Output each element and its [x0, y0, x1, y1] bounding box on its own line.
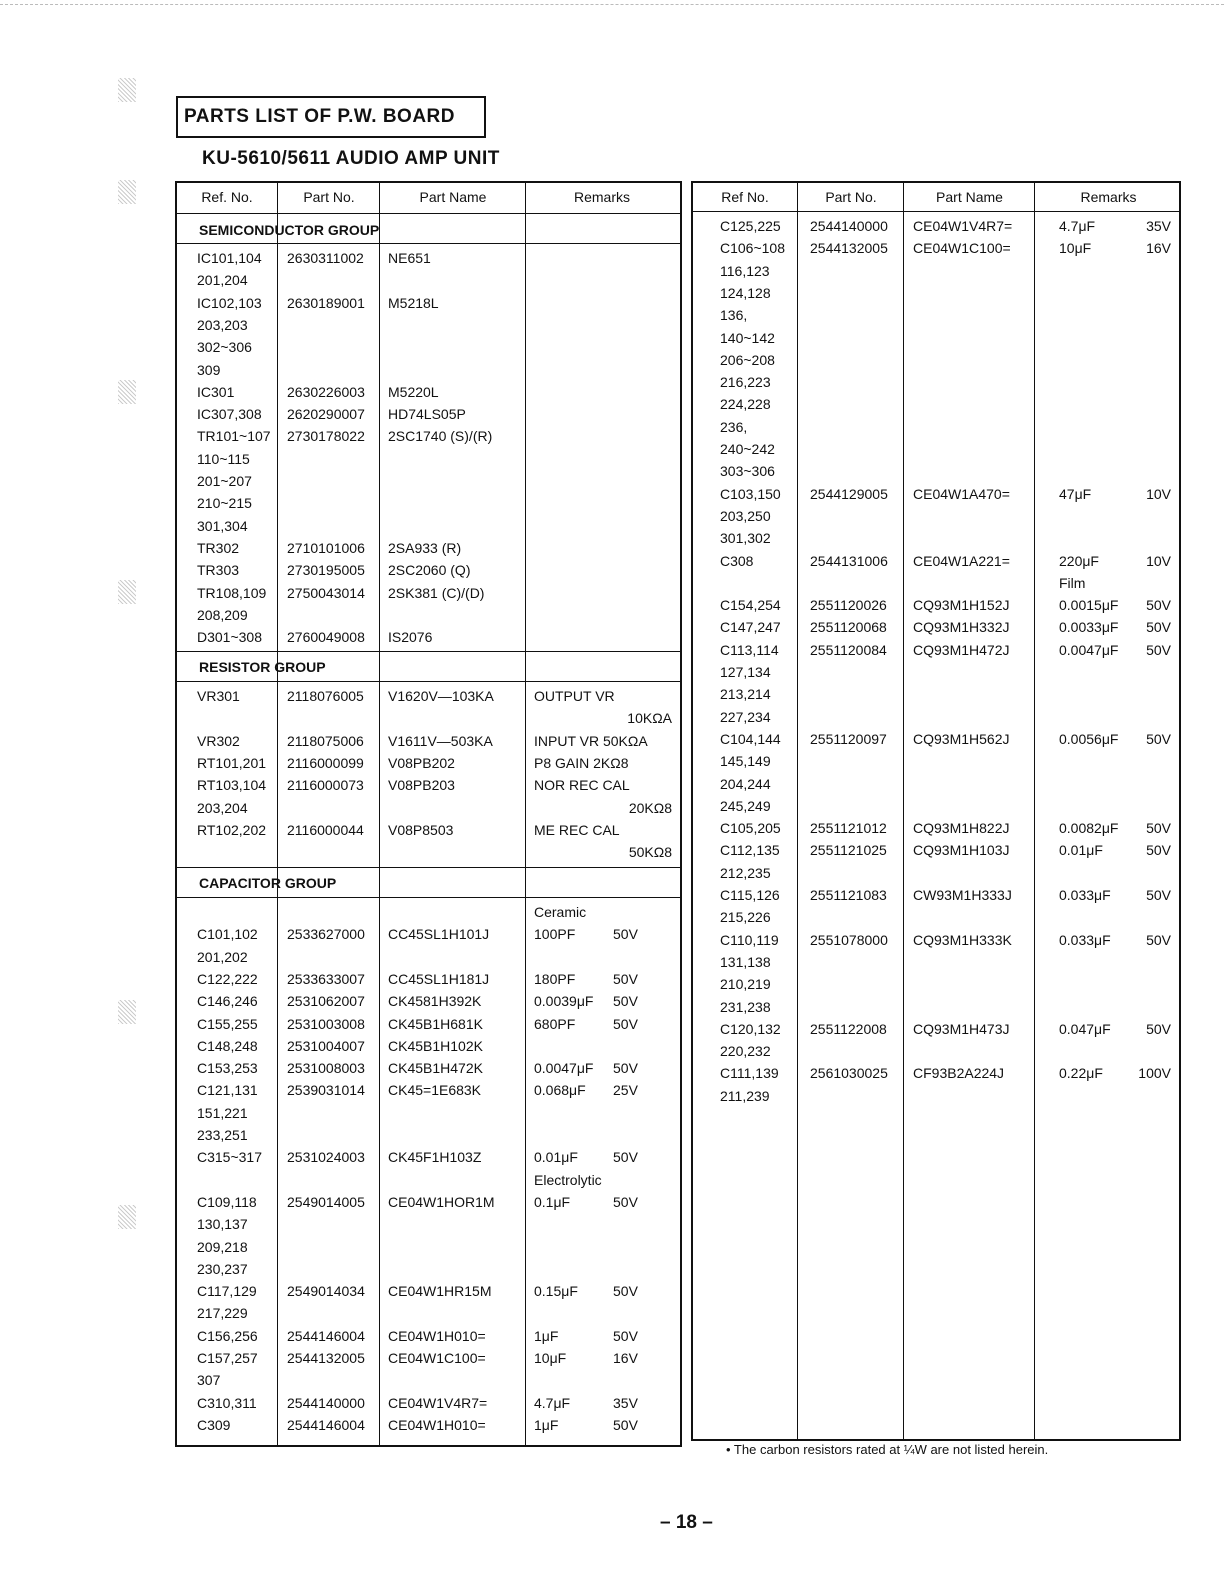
- ref-no-cell: 203,250: [720, 507, 771, 524]
- part-name-cell: HD74LS05P: [388, 406, 466, 423]
- remarks-cell: 50KΩ8: [628, 844, 672, 861]
- unit-subtitle: KU-5610/5611 AUDIO AMP UNIT: [202, 148, 500, 169]
- header-part-no: Part No.: [825, 189, 877, 205]
- header-divider: [693, 211, 1179, 212]
- ref-no-cell: 131,138: [720, 953, 771, 970]
- ref-no-cell: 307: [197, 1372, 221, 1389]
- part-name-cell: CQ93M1H332J: [913, 619, 1010, 636]
- header-divider: [177, 213, 680, 214]
- voltage-cell: 50V: [1146, 887, 1171, 903]
- voltage-cell: 50V: [613, 970, 638, 987]
- part-no-cell: 2544132005: [810, 240, 888, 257]
- part-no-cell: 2116000073: [287, 777, 364, 794]
- scan-artifact: [118, 180, 136, 204]
- scan-edge-line: [0, 4, 1224, 5]
- ref-no-cell: 301,304: [197, 517, 248, 534]
- part-name-cell: CE04W1V4R7=: [913, 218, 1013, 234]
- ref-no-cell: C104,144: [720, 730, 781, 747]
- part-name-cell: CQ93M1H562J: [913, 730, 1010, 747]
- remarks-cell: P8 GAIN 2KΩ8: [534, 754, 629, 771]
- ref-no-cell: IC101,104: [197, 250, 262, 266]
- part-no-cell: 2544129005: [810, 485, 888, 502]
- voltage-cell: 16V: [613, 1350, 638, 1366]
- part-no-cell: 2750043014: [287, 584, 365, 601]
- value-cell: 180PF: [534, 970, 576, 987]
- part-no-cell: 2531008003: [287, 1060, 365, 1077]
- voltage-cell: 50V: [613, 1283, 638, 1300]
- ref-no-cell: 231,238: [720, 998, 771, 1015]
- part-no-cell: 2544140000: [810, 218, 888, 234]
- part-no-cell: 2551122008: [810, 1020, 887, 1037]
- ref-no-cell: 224,228: [720, 396, 771, 413]
- remarks-cell: 20KΩ8: [628, 799, 672, 816]
- group-divider: [177, 651, 680, 652]
- ref-no-cell: 215,226: [720, 909, 771, 926]
- part-no-cell: 2561030025: [810, 1065, 888, 1082]
- ref-no-cell: 127,134: [720, 664, 771, 680]
- voltage-cell: 50V: [613, 926, 638, 943]
- value-cell: Film: [1059, 574, 1086, 591]
- ref-no-cell: C109,118: [197, 1193, 257, 1210]
- part-name-cell: 2SC1740 (S)/(R): [388, 428, 493, 445]
- part-name-cell: M5220L: [388, 383, 439, 400]
- voltage-cell: 50V: [1146, 597, 1171, 614]
- part-no-cell: 2544146004: [287, 1327, 365, 1344]
- part-name-cell: V08PB202: [388, 754, 455, 771]
- left-parts-table: [175, 181, 682, 1447]
- part-name-cell: CQ93M1H103J: [913, 842, 1010, 859]
- voltage-cell: 50V: [613, 1149, 638, 1166]
- ref-no-cell: 236,: [720, 418, 748, 435]
- part-no-cell: 2531062007: [287, 993, 365, 1010]
- ref-no-cell: 233,251: [197, 1127, 248, 1143]
- ref-no-cell: RT102,202: [197, 821, 267, 838]
- part-no-cell: 2551078000: [810, 931, 888, 948]
- voltage-cell: 50V: [1146, 730, 1171, 747]
- ref-no-cell: 201,204: [197, 272, 248, 289]
- ref-no-cell: D301~308: [197, 629, 263, 646]
- value-cell: 4.7μF: [534, 1394, 571, 1411]
- scan-artifact: [118, 380, 136, 404]
- ref-no-cell: 220,232: [720, 1043, 771, 1060]
- column-divider: [903, 183, 904, 1439]
- part-no-cell: 2630311002: [287, 250, 364, 266]
- value-cell: 0.1μF: [534, 1193, 571, 1210]
- voltage-cell: 50V: [613, 1416, 638, 1433]
- value-cell: 0.0082μF: [1059, 820, 1119, 837]
- part-name-cell: V08PB203: [388, 777, 455, 794]
- part-no-cell: 2544132005: [287, 1350, 365, 1366]
- part-name-cell: CE04W1C100=: [388, 1350, 486, 1366]
- value-cell: 0.15μF: [534, 1283, 578, 1300]
- part-name-cell: CQ93M1H152J: [913, 597, 1010, 614]
- voltage-cell: 10V: [1146, 552, 1171, 569]
- part-no-cell: 2630226003: [287, 383, 365, 400]
- header-ref-no: Ref No.: [721, 189, 769, 205]
- semiconductor-group-heading: SEMICONDUCTOR GROUP: [199, 222, 380, 238]
- document-title: PARTS LIST OF P.W. BOARD: [176, 96, 486, 138]
- value-cell: 1μF: [534, 1416, 559, 1433]
- value-cell: 4.7μF: [1059, 218, 1096, 234]
- part-no-cell: 2551121083: [810, 887, 887, 903]
- right-parts-table: [691, 181, 1181, 1441]
- ref-no-cell: 210~215: [197, 495, 252, 512]
- voltage-cell: 100V: [1138, 1065, 1171, 1082]
- voltage-cell: 35V: [613, 1394, 638, 1411]
- part-no-cell: 2118075006: [287, 732, 364, 749]
- ref-no-cell: C315~317: [197, 1149, 263, 1166]
- ref-no-cell: RT103,104: [197, 777, 267, 794]
- header-remarks: Remarks: [1080, 189, 1137, 205]
- part-no-cell: 2531003008: [287, 1015, 365, 1032]
- ref-no-cell: C110,119: [720, 931, 779, 948]
- part-name-cell: CE04W1H010=: [388, 1327, 486, 1344]
- capacitor-group-heading: CAPACITOR GROUP: [199, 875, 337, 891]
- ref-no-cell: 130,137: [197, 1216, 248, 1233]
- part-name-cell: CK45F1H103Z: [388, 1149, 482, 1166]
- part-no-cell: 2118076005: [287, 688, 364, 704]
- ref-no-cell: C309: [197, 1416, 231, 1433]
- part-no-cell: 2760049008: [287, 629, 365, 646]
- column-divider: [379, 183, 380, 1445]
- ref-no-cell: C106~108: [720, 240, 786, 257]
- footnote: • The carbon resistors rated at ¼W are not listed herein.: [726, 1442, 1049, 1457]
- ref-no-cell: 209,218: [197, 1238, 248, 1255]
- value-cell: 0.068μF: [534, 1082, 586, 1099]
- value-cell: 0.0015μF: [1059, 597, 1119, 614]
- value-cell: 1μF: [534, 1327, 559, 1344]
- ref-no-cell: TR108,109: [197, 584, 267, 601]
- ref-no-cell: C156,256: [197, 1327, 258, 1344]
- header-remarks: Remarks: [573, 189, 630, 205]
- voltage-cell: 50V: [1146, 641, 1171, 658]
- ref-no-cell: 309: [197, 361, 221, 378]
- part-name-cell: CE04W1A221=: [913, 552, 1010, 569]
- ref-no-cell: 245,249: [720, 797, 771, 814]
- column-divider: [277, 183, 278, 1445]
- ref-no-cell: C155,255: [197, 1015, 258, 1032]
- part-name-cell: CQ93M1H473J: [913, 1020, 1010, 1037]
- ref-no-cell: 201,202: [197, 948, 248, 965]
- group-divider: [177, 681, 680, 682]
- voltage-cell: 50V: [1146, 1020, 1171, 1037]
- ref-no-cell: 240~242: [720, 441, 775, 457]
- remarks-cell: ME REC CAL: [534, 821, 620, 838]
- voltage-cell: 50V: [613, 1193, 638, 1210]
- ref-no-cell: 140~142: [720, 329, 775, 346]
- remarks-cell: Ceramic: [534, 904, 587, 920]
- scan-artifact: [118, 78, 136, 102]
- ref-no-cell: VR302: [197, 732, 240, 749]
- value-cell: 0.0033μF: [1059, 619, 1119, 636]
- value-cell: 220μF: [1059, 552, 1099, 569]
- part-name-cell: CW93M1H333J: [913, 887, 1012, 903]
- ref-no-cell: C121,131: [197, 1082, 258, 1099]
- part-no-cell: 2544140000: [287, 1394, 365, 1411]
- part-name-cell: CK45=1E683K: [388, 1082, 482, 1099]
- part-name-cell: CE04W1A470=: [913, 485, 1010, 502]
- voltage-cell: 50V: [1146, 820, 1171, 837]
- part-name-cell: 2SC2060 (Q): [388, 562, 471, 579]
- part-name-cell: V1611V—503KA: [388, 732, 493, 749]
- ref-no-cell: C105,205: [720, 820, 781, 837]
- ref-no-cell: 211,239: [720, 1087, 770, 1104]
- value-cell: 0.0056μF: [1059, 730, 1119, 747]
- part-no-cell: 2539031014: [287, 1082, 365, 1099]
- value-cell: 0.0047μF: [1059, 641, 1119, 658]
- ref-no-cell: 151,221: [197, 1104, 248, 1121]
- voltage-cell: 35V: [1146, 218, 1171, 234]
- group-divider: [177, 243, 680, 244]
- ref-no-cell: C308: [720, 552, 754, 569]
- resistor-group-heading: RESISTOR GROUP: [199, 659, 326, 675]
- part-no-cell: 2620290007: [287, 406, 365, 423]
- header-part-name: Part Name: [936, 189, 1003, 205]
- voltage-cell: 50V: [613, 1327, 638, 1344]
- ref-no-cell: C125,225: [720, 218, 781, 234]
- voltage-cell: 50V: [1146, 842, 1171, 859]
- ref-no-cell: IC307,308: [197, 406, 262, 423]
- scan-artifact: [118, 580, 136, 604]
- part-no-cell: 2551120097: [810, 730, 887, 747]
- remarks-cell: 10KΩA: [627, 710, 672, 727]
- ref-no-cell: TR101~107: [197, 428, 271, 445]
- ref-no-cell: RT101,201: [197, 754, 267, 771]
- part-name-cell: CC45SL1H181J: [388, 970, 490, 987]
- ref-no-cell: 212,235: [720, 864, 771, 881]
- part-name-cell: CK45B1H102K: [388, 1037, 483, 1054]
- ref-no-cell: 213,214: [720, 686, 771, 703]
- voltage-cell: 50V: [613, 1060, 638, 1077]
- ref-no-cell: C112,135: [720, 842, 780, 859]
- value-cell: 0.0047μF: [534, 1060, 594, 1077]
- part-name-cell: V1620V—103KA: [388, 688, 494, 704]
- ref-no-cell: C154,254: [720, 597, 781, 614]
- group-divider: [177, 897, 680, 898]
- value-cell: 0.01μF: [1059, 842, 1103, 859]
- part-name-cell: CE04W1C100=: [913, 240, 1011, 257]
- part-no-cell: 2116000044: [287, 821, 364, 838]
- ref-no-cell: IC301: [197, 383, 235, 400]
- part-name-cell: CQ93M1H822J: [913, 820, 1010, 837]
- ref-no-cell: 301,302: [720, 530, 771, 547]
- voltage-cell: 50V: [1146, 931, 1171, 948]
- value-cell: 10μF: [1059, 240, 1092, 257]
- ref-no-cell: TR302: [197, 539, 240, 556]
- ref-no-cell: 203,203: [197, 316, 248, 333]
- ref-no-cell: C146,246: [197, 993, 258, 1010]
- ref-no-cell: C153,253: [197, 1060, 258, 1077]
- ref-no-cell: 110~115: [197, 450, 250, 467]
- voltage-cell: 10V: [1146, 485, 1171, 502]
- header-part-name: Part Name: [419, 189, 487, 205]
- part-name-cell: CQ93M1H472J: [913, 641, 1010, 658]
- part-no-cell: 2551121012: [810, 820, 887, 837]
- part-name-cell: 2SA933 (R): [388, 539, 462, 556]
- ref-no-cell: 145,149: [720, 753, 771, 770]
- value-cell: 0.033μF: [1059, 931, 1111, 948]
- part-name-cell: CK4581H392K: [388, 993, 482, 1010]
- part-no-cell: 2549014034: [287, 1283, 365, 1300]
- ref-no-cell: C111,139: [720, 1065, 779, 1082]
- part-no-cell: 2549014005: [287, 1193, 365, 1210]
- ref-no-cell: C122,222: [197, 970, 258, 987]
- ref-no-cell: C117,129: [197, 1283, 257, 1300]
- part-name-cell: V08P8503: [388, 821, 454, 838]
- part-name-cell: CQ93M1H333K: [913, 931, 1012, 948]
- remarks-cell: INPUT VR 50KΩA: [534, 732, 648, 749]
- part-no-cell: 2730195005: [287, 562, 365, 579]
- part-name-cell: CK45B1H472K: [388, 1060, 483, 1077]
- part-no-cell: 2533627000: [287, 926, 365, 943]
- ref-no-cell: 124,128: [720, 284, 771, 301]
- part-name-cell: CE04W1HR15M: [388, 1283, 492, 1300]
- part-no-cell: 2116000099: [287, 754, 364, 771]
- ref-no-cell: 136,: [720, 307, 748, 324]
- ref-no-cell: 302~306: [197, 339, 252, 356]
- part-name-cell: CE04W1H010=: [388, 1416, 486, 1433]
- ref-no-cell: 217,229: [197, 1305, 248, 1322]
- value-cell: 0.22μF: [1059, 1065, 1103, 1082]
- part-name-cell: CK45B1H681K: [388, 1015, 483, 1032]
- part-name-cell: NE651: [388, 250, 431, 266]
- part-name-cell: 2SK381 (C)/(D): [388, 584, 485, 601]
- ref-no-cell: C148,248: [197, 1037, 258, 1054]
- voltage-cell: 16V: [1146, 240, 1171, 257]
- part-no-cell: 2551120026: [810, 597, 887, 614]
- ref-no-cell: TR303: [197, 562, 240, 579]
- header-ref-no: Ref. No.: [201, 189, 253, 205]
- ref-no-cell: C103,150: [720, 485, 781, 502]
- column-divider: [525, 183, 526, 1445]
- part-no-cell: 2544146004: [287, 1416, 365, 1433]
- column-divider: [1034, 183, 1035, 1439]
- header-part-no: Part No.: [303, 189, 355, 205]
- ref-no-cell: IC102,103: [197, 294, 262, 311]
- voltage-cell: 25V: [613, 1082, 638, 1099]
- value-cell: 100PF: [534, 926, 576, 943]
- part-no-cell: 2730178022: [287, 428, 365, 445]
- value-cell: 0.0039μF: [534, 993, 594, 1010]
- voltage-cell: 50V: [613, 1015, 638, 1032]
- group-divider: [177, 867, 680, 868]
- ref-no-cell: 208,209: [197, 606, 248, 623]
- value-cell: 0.01μF: [534, 1149, 578, 1166]
- value-cell: 10μF: [534, 1350, 567, 1366]
- ref-no-cell: 203,204: [197, 799, 248, 816]
- part-no-cell: 2551121025: [810, 842, 887, 859]
- part-no-cell: 2533633007: [287, 970, 365, 987]
- ref-no-cell: 227,234: [720, 708, 771, 725]
- voltage-cell: 50V: [1146, 619, 1171, 636]
- ref-no-cell: 230,237: [197, 1260, 248, 1277]
- ref-no-cell: 116,123: [720, 262, 770, 279]
- ref-no-cell: C310,311: [197, 1394, 257, 1411]
- scan-artifact: [118, 1205, 136, 1229]
- part-no-cell: 2710101006: [287, 539, 365, 556]
- ref-no-cell: 216,223: [720, 374, 771, 391]
- value-cell: 680PF: [534, 1015, 576, 1032]
- part-no-cell: 2630189001: [287, 294, 365, 311]
- page-number: – 18 –: [660, 1512, 713, 1533]
- part-name-cell: CC45SL1H101J: [388, 926, 490, 943]
- ref-no-cell: C157,257: [197, 1350, 258, 1366]
- ref-no-cell: 210,219: [720, 976, 771, 993]
- part-no-cell: 2544131006: [810, 552, 888, 569]
- remarks-cell: NOR REC CAL: [534, 777, 630, 794]
- ref-no-cell: C120,132: [720, 1020, 781, 1037]
- value-cell: 0.033μF: [1059, 887, 1111, 903]
- ref-no-cell: 204,244: [720, 775, 771, 792]
- part-name-cell: CE04W1V4R7=: [388, 1394, 488, 1411]
- ref-no-cell: VR301: [197, 688, 240, 704]
- ref-no-cell: C113,114: [720, 641, 779, 658]
- scan-artifact: [118, 1000, 136, 1024]
- remarks-cell: OUTPUT VR: [534, 688, 615, 704]
- ref-no-cell: 303~306: [720, 463, 775, 480]
- part-name-cell: CF93B2A224J: [913, 1065, 1005, 1082]
- part-name-cell: M5218L: [388, 294, 439, 311]
- value-cell: 47μF: [1059, 485, 1092, 502]
- part-name-cell: CE04W1HOR1M: [388, 1193, 495, 1210]
- ref-no-cell: 201~207: [197, 473, 252, 489]
- part-no-cell: 2551120068: [810, 619, 887, 636]
- ref-no-cell: C147,247: [720, 619, 781, 636]
- ref-no-cell: C101,102: [197, 926, 258, 943]
- part-name-cell: IS2076: [388, 629, 433, 646]
- ref-no-cell: 206~208: [720, 351, 775, 368]
- value-cell: 0.047μF: [1059, 1020, 1111, 1037]
- ref-no-cell: C115,126: [720, 887, 780, 903]
- remarks-cell: Electrolytic: [534, 1171, 602, 1188]
- part-no-cell: 2531024003: [287, 1149, 365, 1166]
- part-no-cell: 2551120084: [810, 641, 887, 658]
- column-divider: [797, 183, 798, 1439]
- voltage-cell: 50V: [613, 993, 638, 1010]
- part-no-cell: 2531004007: [287, 1037, 365, 1054]
